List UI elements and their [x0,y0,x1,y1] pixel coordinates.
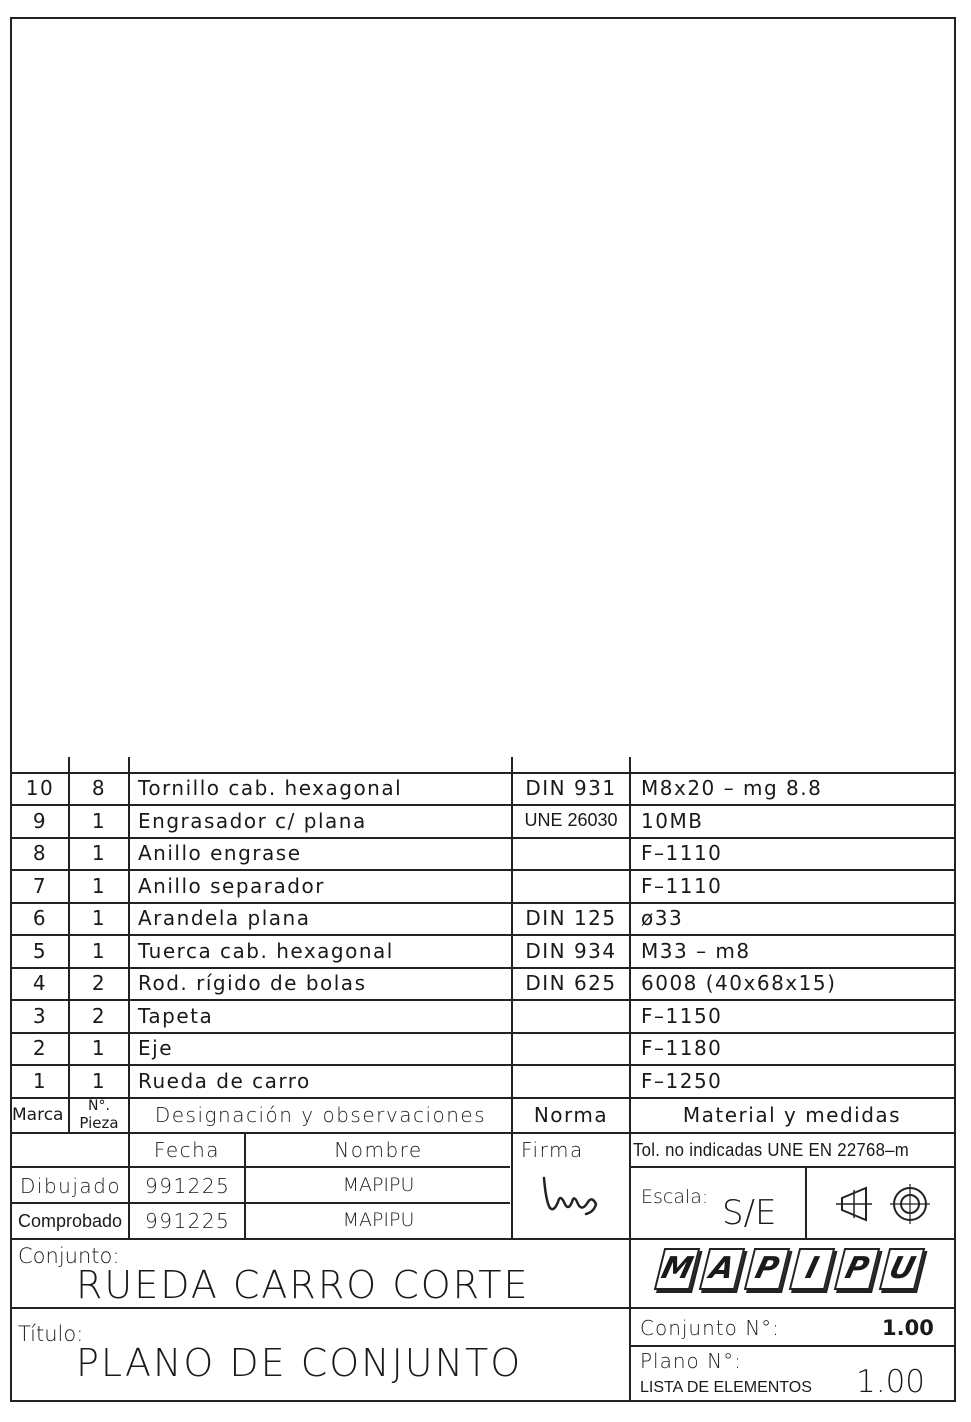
plano-no-subtitle: LISTA DE ELEMENTOS [640,1379,812,1396]
plano-no-value: 1.00 [856,1364,926,1400]
table-rule [10,1132,956,1134]
cell-norma: DIN 931 [525,776,617,800]
logo-letter: U [879,1248,925,1290]
col-rule [629,772,631,1134]
dibujado-fecha: 991225 [145,1174,231,1198]
header-n-pieza-top: N°. [88,1098,110,1114]
cell-material: M8x20 – mg 8.8 [641,776,823,800]
title-col-rule [629,1134,631,1402]
table-rule [10,1064,956,1066]
conjunto-no-value: 1.00 [882,1316,934,1340]
table-rule [10,772,956,774]
firma-label: Firma [521,1138,584,1162]
cell-marca: 8 [32,841,48,865]
signature-mark [536,1172,606,1218]
cell-n-pieza: 2 [91,1004,107,1028]
title-col-rule [511,1134,513,1239]
header-designacion: Designación y observaciones [154,1103,487,1127]
logo-letter: I [789,1248,835,1290]
header-marca: Marca [12,1105,64,1125]
cell-material: F–1150 [641,1004,723,1028]
dibujado-nombre: MAPIPU [342,1174,415,1196]
cell-n-pieza: 1 [91,874,107,898]
nombre-label: Nombre [334,1138,423,1162]
cell-material: 10MB [641,809,704,833]
cell-norma: UNE 26030 [524,810,618,830]
titulo-label: Título: [18,1322,84,1346]
logo-letter: A [699,1248,745,1290]
tolerance-note: Tol. no indicadas UNE EN 22768–m [633,1140,909,1160]
cell-designacion: Arandela plana [138,906,311,930]
table-rule [10,967,956,969]
title-rule [10,1166,510,1168]
title-col-rule [805,1166,807,1239]
cell-material: M33 – m8 [641,939,751,963]
cell-marca: 1 [32,1069,48,1093]
comprobado-fecha: 991225 [145,1209,231,1233]
cell-designacion: Engrasador c/ plana [138,809,367,833]
cell-designacion: Eje [138,1036,173,1060]
cell-designacion: Rod. rígido de bolas [138,971,367,995]
table-rule [10,1097,956,1099]
cell-designacion: Anillo engrase [138,841,302,865]
conjunto-no-label: Conjunto N°: [640,1316,780,1340]
title-rule [10,1202,510,1204]
col-stub [511,757,513,773]
col-rule [128,772,130,1134]
cell-n-pieza: 1 [91,809,107,833]
cell-norma: DIN 934 [525,939,617,963]
cell-material: F–1180 [641,1036,723,1060]
cell-norma: DIN 625 [525,971,617,995]
table-rule [10,1032,956,1034]
title-rule [629,1166,955,1168]
col-stub [629,757,631,773]
cell-marca: 9 [32,809,48,833]
cell-marca: 5 [32,939,48,963]
titulo-value: PLANO DE CONJUNTO [76,1341,523,1385]
plano-no-label: Plano N°: [640,1349,742,1373]
cell-material: F–1110 [641,841,723,865]
logo-letter: M [654,1248,700,1290]
first-angle-projection-icon [832,1182,938,1228]
cell-material: 6008 (40x68x15) [641,971,837,995]
cell-norma: DIN 125 [525,906,617,930]
conjunto-label: Conjunto: [18,1244,120,1268]
dibujado-label: Dibujado [20,1174,122,1198]
cell-marca: 2 [32,1036,48,1060]
cell-marca: 6 [32,906,48,930]
cell-n-pieza: 1 [91,1036,107,1060]
table-rule [10,869,956,871]
cell-material: F–1250 [641,1069,723,1093]
cell-n-pieza: 1 [91,1069,107,1093]
fecha-label: Fecha [153,1138,221,1162]
header-material: Material y medidas [682,1103,902,1127]
logo-letter: P [744,1248,790,1290]
escala-label: Escala: [641,1186,709,1208]
cell-marca: 3 [32,1004,48,1028]
cell-n-pieza: 8 [91,776,107,800]
logo-letter: P [834,1248,880,1290]
cell-designacion: Tuerca cab. hexagonal [138,939,394,963]
cell-designacion: Tornillo cab. hexagonal [138,776,403,800]
cell-marca: 7 [32,874,48,898]
cell-n-pieza: 1 [91,841,107,865]
comprobado-nombre: MAPIPU [342,1209,415,1231]
cell-n-pieza: 2 [91,971,107,995]
cell-designacion: Tapeta [138,1004,214,1028]
comprobado-label: Comprobado [18,1211,123,1231]
cell-designacion: Rueda de carro [138,1069,311,1093]
cell-marca: 10 [25,776,55,800]
col-stub [128,757,130,773]
table-rule [10,804,956,806]
table-rule [10,999,956,1001]
escala-value: S/E [722,1193,777,1233]
col-stub [68,757,70,773]
conjunto-value: RUEDA CARRO CORTE [76,1263,530,1307]
cell-material: F–1110 [641,874,723,898]
header-n-pieza-bottom: Pieza [79,1114,119,1132]
cell-n-pieza: 1 [91,939,107,963]
cell-marca: 4 [32,971,48,995]
table-rule [10,934,956,936]
title-rule [10,1307,956,1309]
cell-n-pieza: 1 [91,906,107,930]
header-norma: Norma [533,1103,609,1127]
mapipu-logo [649,1244,935,1298]
cell-material: ø33 [641,906,684,930]
table-rule [10,837,956,839]
cell-designacion: Anillo separador [138,874,325,898]
title-rule [629,1345,955,1347]
table-rule [10,902,956,904]
title-rule [10,1238,956,1240]
